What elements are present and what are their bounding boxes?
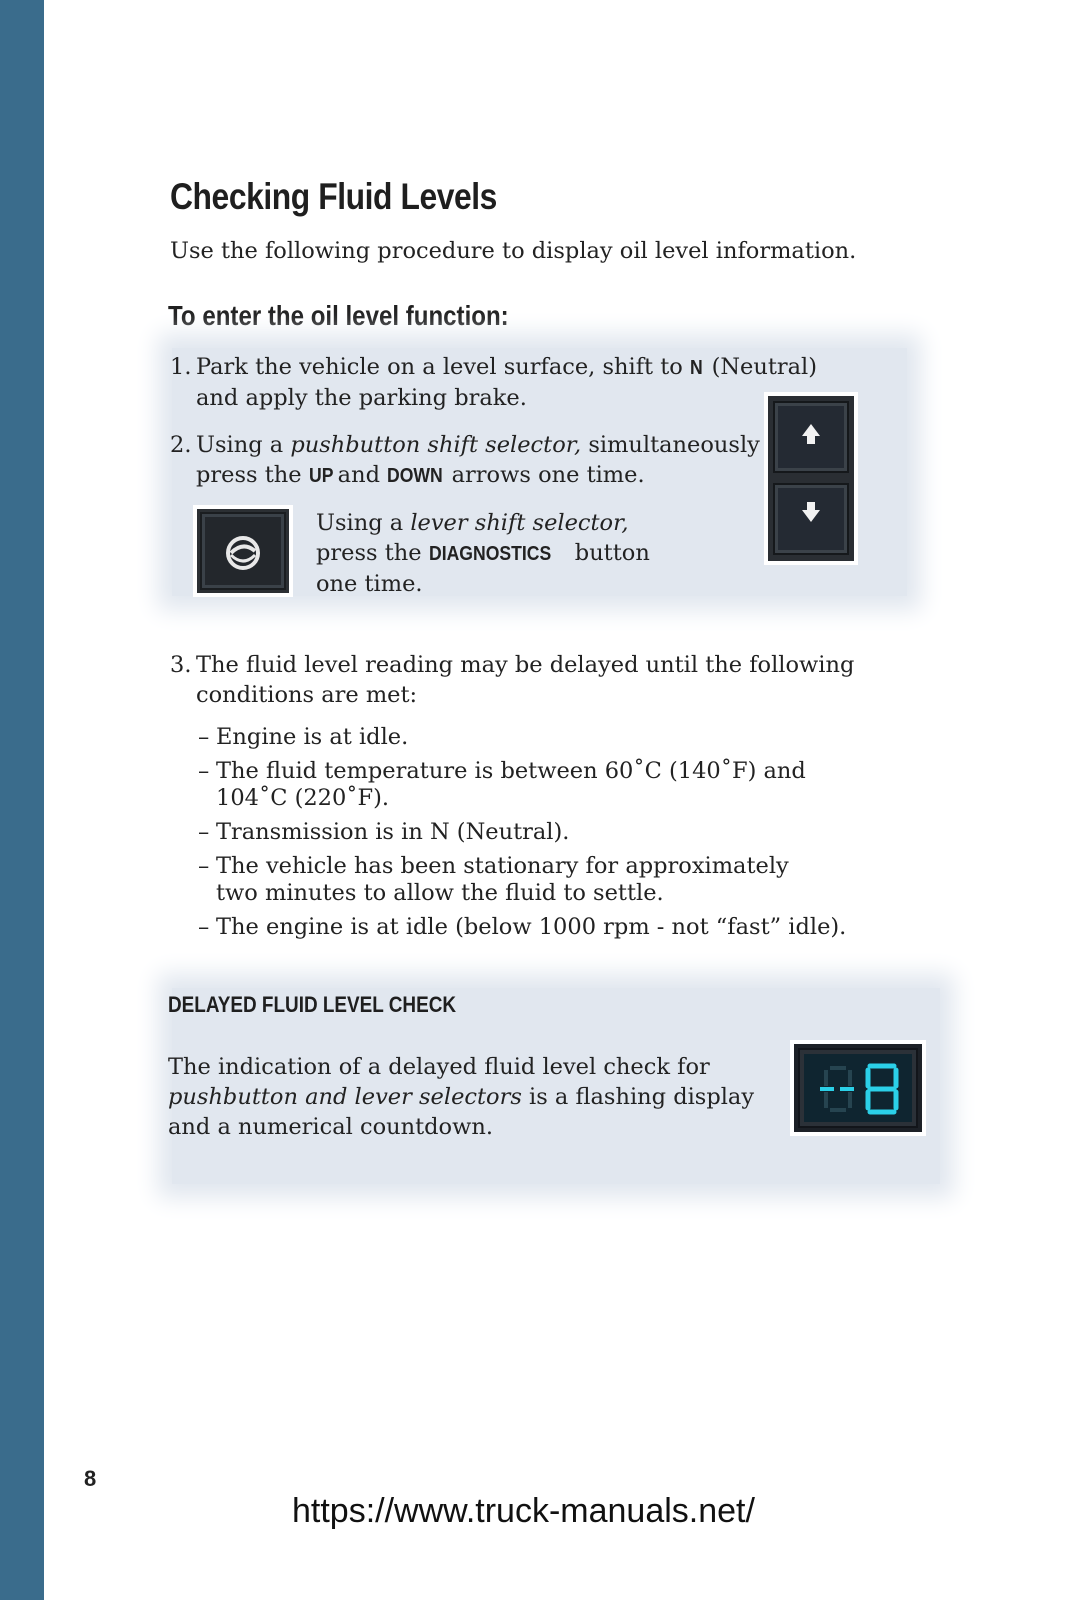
step-2-line-2-a: press the	[196, 462, 309, 488]
page-title: Checking Fluid Levels	[170, 176, 497, 217]
bullet-text: The engine is at idle (below 1000 rpm - not “fast” idle).	[216, 914, 847, 940]
step-2-text	[196, 430, 760, 491]
bullet-text-line-2: two minutes to allow the fluid to settle.	[216, 880, 664, 906]
bullet-text: Transmission is in N (Neutral).	[216, 819, 570, 845]
step-2-text-a: Using a	[196, 432, 291, 458]
footer-url[interactable]: https://www.truck-manuals.net/	[292, 1492, 755, 1530]
step-3-text	[196, 650, 854, 710]
pushbutton-selector-term: pushbutton shift selector,	[290, 432, 582, 458]
bullet-text-line-2: 104˚C (220˚F).	[216, 785, 390, 811]
lever-text-line2-c: button	[567, 540, 650, 566]
pushbutton-arrows	[764, 392, 858, 565]
diagnostics-button-image	[193, 505, 293, 597]
selectors-term: pushbutton and lever selectors	[168, 1084, 522, 1110]
step-3-number: 3.	[170, 652, 192, 678]
section-subheading: To enter the oil level function:	[168, 300, 509, 331]
diagnostics-icon	[193, 505, 293, 597]
delayed-check-heading: DELAYED FLUID LEVEL CHECK	[168, 992, 457, 1017]
diagnostics-label: DIAGNOSTICS	[428, 543, 551, 565]
delayed-line-1: The indication of a delayed fluid level check for	[168, 1054, 710, 1080]
digital-display-icon	[790, 1040, 926, 1136]
step-1-number: 1.	[170, 354, 192, 380]
neutral-label: N	[689, 357, 703, 379]
bullet-text	[216, 853, 789, 907]
delayed-line-2-b: is a flashing display	[521, 1084, 755, 1110]
step-2-line-2-c: and	[330, 462, 388, 488]
intro-text: Use the following procedure to display oil level information.	[170, 238, 857, 264]
bullet-text	[216, 758, 806, 812]
lever-text-a: Using a	[316, 510, 411, 536]
up-label: UP	[308, 465, 334, 487]
down-label: DOWN	[387, 465, 443, 487]
page-number: 8	[84, 1466, 97, 1491]
step-3-line-2: conditions are met:	[196, 682, 418, 708]
bullet-dash: –	[198, 914, 210, 940]
digital-display-image	[790, 1040, 926, 1136]
lever-text-line3: one time.	[316, 571, 423, 597]
step-2-number: 2.	[170, 432, 192, 458]
step-3-line-1: The fluid level reading may be delayed until the following	[196, 652, 855, 678]
step-1-text-c: (Neutral)	[704, 354, 818, 380]
step-1-text-a: Park the vehicle on a level surface, shift to	[196, 354, 690, 380]
pushbutton-selector-image	[764, 392, 858, 565]
sidebar-band	[0, 0, 44, 1600]
step-2-text-c: simultaneously	[581, 432, 760, 458]
bullet-dash: –	[198, 724, 210, 750]
lever-selector-term: lever shift selector,	[410, 510, 629, 536]
bullet-dash: –	[198, 853, 210, 879]
bullet-dash: –	[198, 758, 210, 784]
step-2-line-2-e: arrows one time.	[444, 462, 645, 488]
lever-text-line2-a: press the	[316, 540, 429, 566]
step-1-line-2: and apply the parking brake.	[196, 385, 527, 411]
bullet-text-line-1: The vehicle has been stationary for approximately	[216, 853, 789, 879]
delayed-check-text	[168, 1052, 754, 1142]
bullet-dash: –	[198, 819, 210, 845]
lever-selector-text	[316, 508, 650, 599]
bullet-text-line-1: The fluid temperature is between 60˚C (140˚F) and	[216, 758, 806, 784]
bullet-text: Engine is at idle.	[216, 724, 409, 750]
delayed-line-3: and a numerical countdown.	[168, 1114, 493, 1140]
step-1-text	[196, 352, 817, 413]
